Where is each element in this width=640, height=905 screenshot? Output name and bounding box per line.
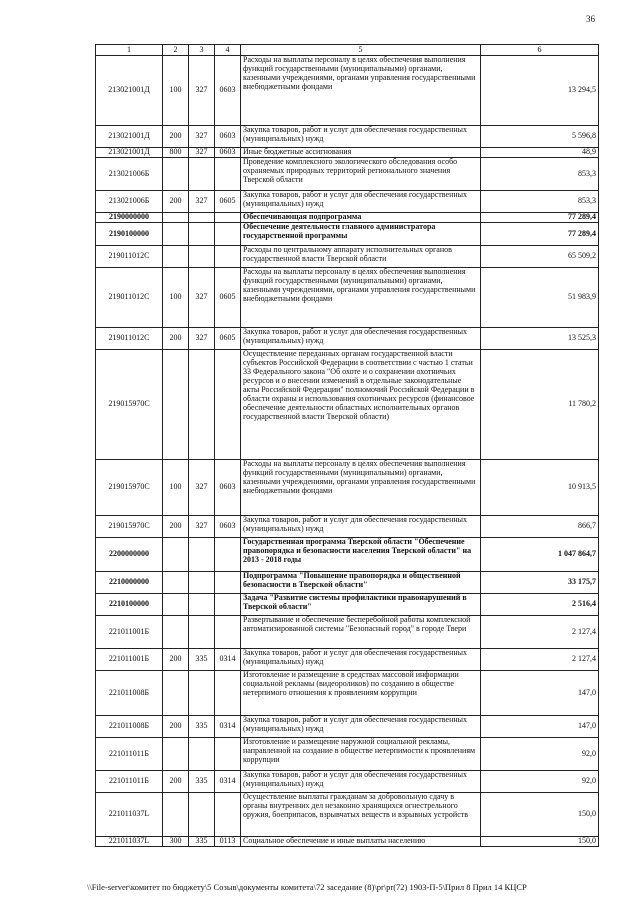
- row-subsection-cell: [189, 616, 215, 649]
- row-article-cell: [215, 246, 241, 268]
- row-amount-cell: 51 983,9: [481, 268, 599, 328]
- row-description-cell: Расходы по центральному аппарату исполнительных органов государственной власти Тверской области: [241, 246, 481, 268]
- table-row: [96, 213, 599, 223]
- header-cell: 5: [241, 45, 481, 56]
- table-row: [96, 671, 599, 716]
- row-amount-cell: 77 289,4: [481, 223, 599, 246]
- row-amount-cell: 1 047 864,7: [481, 538, 599, 572]
- row-code-cell: 2210100000: [96, 594, 163, 616]
- row-article-cell: 0314: [215, 771, 241, 793]
- row-section-cell: 200: [163, 516, 189, 538]
- row-subsection-cell: 327: [189, 148, 215, 158]
- header-cell: 6: [481, 45, 599, 56]
- row-code-cell: 221011001Б: [96, 649, 163, 671]
- table-row: [96, 837, 599, 847]
- row-subsection-cell: [189, 671, 215, 716]
- row-article-cell: [215, 793, 241, 837]
- row-description-cell: Обеспечивающая подпрограмма: [241, 213, 481, 223]
- row-description-cell: Изготовление и размещение наружной социальной рекламы, направленной на создание в обществе нетерпимости к проявлениям коррупции: [241, 738, 481, 771]
- table-row: [96, 616, 599, 649]
- row-amount-cell: 866,7: [481, 516, 599, 538]
- row-amount-cell: 33 175,7: [481, 572, 599, 594]
- row-subsection-cell: 327: [189, 126, 215, 148]
- row-description-cell: Закупка товаров, работ и услуг для обеспечения государственных (муниципальных) нужд: [241, 771, 481, 793]
- row-article-cell: [215, 213, 241, 223]
- row-code-cell: 219011012С: [96, 268, 163, 328]
- row-amount-cell: 92,0: [481, 738, 599, 771]
- row-amount-cell: 92,0: [481, 771, 599, 793]
- header-cell: 4: [215, 45, 241, 56]
- row-section-cell: [163, 738, 189, 771]
- row-amount-cell: 2 127,4: [481, 616, 599, 649]
- row-subsection-cell: 335: [189, 837, 215, 847]
- row-description-cell: Закупка товаров, работ и услуг для обеспечения государственных (муниципальных) нужд: [241, 516, 481, 538]
- row-code-cell: 221011037L: [96, 793, 163, 837]
- table-row: [96, 460, 599, 516]
- row-section-cell: [163, 572, 189, 594]
- row-amount-cell: 150,0: [481, 793, 599, 837]
- table-row: [96, 246, 599, 268]
- table-row: [96, 716, 599, 738]
- row-subsection-cell: 327: [189, 328, 215, 350]
- row-code-cell: 213021006Б: [96, 158, 163, 191]
- row-code-cell: 221011008Б: [96, 716, 163, 738]
- row-section-cell: [163, 671, 189, 716]
- row-subsection-cell: 335: [189, 716, 215, 738]
- row-subsection-cell: 335: [189, 771, 215, 793]
- row-description-cell: Закупка товаров, работ и услуг для обеспечения государственных (муниципальных) нужд: [241, 328, 481, 350]
- row-subsection-cell: [189, 213, 215, 223]
- row-subsection-cell: [189, 572, 215, 594]
- row-amount-cell: 13 294,5: [481, 56, 599, 126]
- table-row: [96, 516, 599, 538]
- row-code-cell: 219015970С: [96, 350, 163, 460]
- row-article-cell: 0603: [215, 56, 241, 126]
- row-section-cell: [163, 616, 189, 649]
- row-article-cell: 0113: [215, 837, 241, 847]
- row-code-cell: 219011012С: [96, 246, 163, 268]
- row-section-cell: 300: [163, 837, 189, 847]
- row-code-cell: 219011012С: [96, 328, 163, 350]
- row-section-cell: 800: [163, 148, 189, 158]
- row-description-cell: Расходы на выплаты персоналу в целях обеспечения выполнения функций государственными (муниципальными) органами, казенными учреждениями, органами управления государственными внебюджетными фондами: [241, 460, 481, 516]
- row-subsection-cell: [189, 246, 215, 268]
- header-cell: 3: [189, 45, 215, 56]
- row-article-cell: [215, 616, 241, 649]
- row-amount-cell: 5 596,8: [481, 126, 599, 148]
- row-description-cell: Осуществление переданных органам государственной власти субъектов Российской Федерации в соответствии с частью 1 статьи 33 Федерального закона "Об охоте и о сохранении охотничьих ресурсов и о внесении изменений в отдельные законодательные акты Российской Федерации" полномочий Российской Федерации в области охраны и использования охотничьих ресурсов (финансовое обеспечение деятельности областных исполнительных органов государственной власти Тверской области): [241, 350, 481, 460]
- row-article-cell: [215, 158, 241, 191]
- row-code-cell: 221011008Б: [96, 671, 163, 716]
- row-description-cell: Задача "Развитие системы профилактики правонарушений в Тверской области": [241, 594, 481, 616]
- row-code-cell: 221011037L: [96, 837, 163, 847]
- row-description-cell: Закупка товаров, работ и услуг для обеспечения государственных (муниципальных) нужд: [241, 716, 481, 738]
- row-description-cell: Осуществление выплаты гражданам за добровольную сдачу в органы внутренних дел незаконно хранящихся огнестрельного оружия, боеприпасов, взрывчатых веществ и взрывных устройств: [241, 793, 481, 837]
- row-amount-cell: 65 509,2: [481, 246, 599, 268]
- row-code-cell: 221011001Б: [96, 616, 163, 649]
- table-row: [96, 223, 599, 246]
- row-code-cell: 219015970С: [96, 460, 163, 516]
- header-cell: 1: [96, 45, 163, 56]
- row-description-cell: Закупка товаров, работ и услуг для обеспечения государственных (муниципальных) нужд: [241, 126, 481, 148]
- row-section-cell: 200: [163, 716, 189, 738]
- row-article-cell: 0603: [215, 516, 241, 538]
- row-subsection-cell: [189, 350, 215, 460]
- row-code-cell: 221011011Б: [96, 738, 163, 771]
- table-row: [96, 148, 599, 158]
- row-description-cell: Развертывание и обеспечение бесперебойной работы комплексной автоматизированной системы "Безопасный город" в городе Твери: [241, 616, 481, 649]
- row-description-cell: Расходы на выплаты персоналу в целях обеспечения выполнения функций государственными (муниципальными) органами, казенными учреждениями, органами управления государственными внебюджетными фондами: [241, 56, 481, 126]
- row-code-cell: 213021001Д: [96, 56, 163, 126]
- table-row: [96, 328, 599, 350]
- table-row: [96, 793, 599, 837]
- row-section-cell: [163, 158, 189, 191]
- row-description-cell: Расходы на выплаты персоналу в целях обеспечения выполнения функций государственными (муниципальными) органами, казенными учреждениями, органами управления государственными внебюджетными фондами: [241, 268, 481, 328]
- row-amount-cell: 853,3: [481, 158, 599, 191]
- table-row: [96, 56, 599, 126]
- row-code-cell: 221011011Б: [96, 771, 163, 793]
- table-row: [96, 350, 599, 460]
- row-subsection-cell: [189, 793, 215, 837]
- row-amount-cell: 11 780,2: [481, 350, 599, 460]
- row-article-cell: [215, 738, 241, 771]
- row-section-cell: [163, 246, 189, 268]
- row-description-cell: Социальное обеспечение и иные выплаты населению: [241, 837, 481, 847]
- row-description-cell: Изготовление и размещение в средствах массовой информации социальной рекламы (видеороликов) по созданию в обществе нетерпимого отношения к проявлениям коррупции: [241, 671, 481, 716]
- table-row: [96, 771, 599, 793]
- header-cell: 2: [163, 45, 189, 56]
- row-article-cell: 0605: [215, 268, 241, 328]
- row-description-cell: Закупка товаров, работ и услуг для обеспечения государственных (муниципальных) нужд: [241, 649, 481, 671]
- table-row: [96, 649, 599, 671]
- table-row: [96, 738, 599, 771]
- row-article-cell: [215, 572, 241, 594]
- row-article-cell: 0603: [215, 126, 241, 148]
- row-article-cell: 0605: [215, 191, 241, 213]
- row-description-cell: Иные бюджетные ассигнования: [241, 148, 481, 158]
- table-row: [96, 126, 599, 148]
- row-section-cell: 100: [163, 268, 189, 328]
- row-subsection-cell: 335: [189, 649, 215, 671]
- row-code-cell: 213021006Б: [96, 191, 163, 213]
- row-description-cell: Подпрограмма "Повышение правопорядка и общественной безопасности в Тверской области": [241, 572, 481, 594]
- row-description-cell: Обеспечение деятельности главного администратора государственной программы: [241, 223, 481, 246]
- row-section-cell: 100: [163, 460, 189, 516]
- row-amount-cell: 150,0: [481, 837, 599, 847]
- row-section-cell: 200: [163, 771, 189, 793]
- page-number: 36: [586, 14, 595, 24]
- row-description-cell: Проведение комплексного экологического обследования особо охраняемых природных территорий регионального значения Тверской области: [241, 158, 481, 191]
- row-subsection-cell: 327: [189, 516, 215, 538]
- row-article-cell: [215, 538, 241, 572]
- row-article-cell: 0314: [215, 716, 241, 738]
- row-article-cell: 0603: [215, 148, 241, 158]
- row-description-cell: Закупка товаров, работ и услуг для обеспечения государственных (муниципальных) нужд: [241, 191, 481, 213]
- row-code-cell: 2190100000: [96, 223, 163, 246]
- row-amount-cell: 48,9: [481, 148, 599, 158]
- row-article-cell: [215, 223, 241, 246]
- row-article-cell: [215, 671, 241, 716]
- row-subsection-cell: 327: [189, 56, 215, 126]
- row-section-cell: 100: [163, 56, 189, 126]
- row-amount-cell: 147,0: [481, 716, 599, 738]
- row-subsection-cell: [189, 223, 215, 246]
- row-section-cell: [163, 538, 189, 572]
- row-section-cell: [163, 793, 189, 837]
- table-row: [96, 572, 599, 594]
- row-section-cell: [163, 350, 189, 460]
- row-section-cell: [163, 223, 189, 246]
- row-amount-cell: 77 289,4: [481, 213, 599, 223]
- table-row: [96, 191, 599, 213]
- row-article-cell: [215, 350, 241, 460]
- row-code-cell: 2190000000: [96, 213, 163, 223]
- row-subsection-cell: [189, 158, 215, 191]
- row-code-cell: 2200000000: [96, 538, 163, 572]
- row-amount-cell: 147,0: [481, 671, 599, 716]
- file-path-footer: \\File-server\комитет по бюджету\5 Созыв\документы комитета\72 заседание (8)\pr\pr(72) 1903-П-5\Прил 8 Прил 14 КЦСР: [87, 882, 527, 892]
- row-section-cell: 200: [163, 126, 189, 148]
- row-amount-cell: 2 516,4: [481, 594, 599, 616]
- row-article-cell: [215, 594, 241, 616]
- row-section-cell: 200: [163, 649, 189, 671]
- budget-table: [95, 44, 599, 847]
- row-code-cell: 219015970С: [96, 516, 163, 538]
- table-row: [96, 594, 599, 616]
- row-code-cell: 213021001Д: [96, 126, 163, 148]
- row-article-cell: 0605: [215, 328, 241, 350]
- row-description-cell: Государственная программа Тверской области "Обеспечение правопорядка и безопасности населения Тверской области" на 2013 - 2018 годы: [241, 538, 481, 572]
- row-subsection-cell: 327: [189, 191, 215, 213]
- row-amount-cell: 2 127,4: [481, 649, 599, 671]
- row-code-cell: 213021001Д: [96, 148, 163, 158]
- row-section-cell: 200: [163, 328, 189, 350]
- row-code-cell: 2210000000: [96, 572, 163, 594]
- table-row: [96, 268, 599, 328]
- row-subsection-cell: [189, 538, 215, 572]
- table-row: [96, 538, 599, 572]
- row-section-cell: [163, 594, 189, 616]
- row-amount-cell: 13 525,3: [481, 328, 599, 350]
- row-article-cell: 0314: [215, 649, 241, 671]
- table-header-row: [96, 45, 599, 56]
- row-subsection-cell: [189, 594, 215, 616]
- row-section-cell: 200: [163, 191, 189, 213]
- row-section-cell: [163, 213, 189, 223]
- table-row: [96, 158, 599, 191]
- row-subsection-cell: 327: [189, 268, 215, 328]
- row-article-cell: 0603: [215, 460, 241, 516]
- row-subsection-cell: 327: [189, 460, 215, 516]
- row-subsection-cell: [189, 738, 215, 771]
- row-amount-cell: 853,3: [481, 191, 599, 213]
- row-amount-cell: 10 913,5: [481, 460, 599, 516]
